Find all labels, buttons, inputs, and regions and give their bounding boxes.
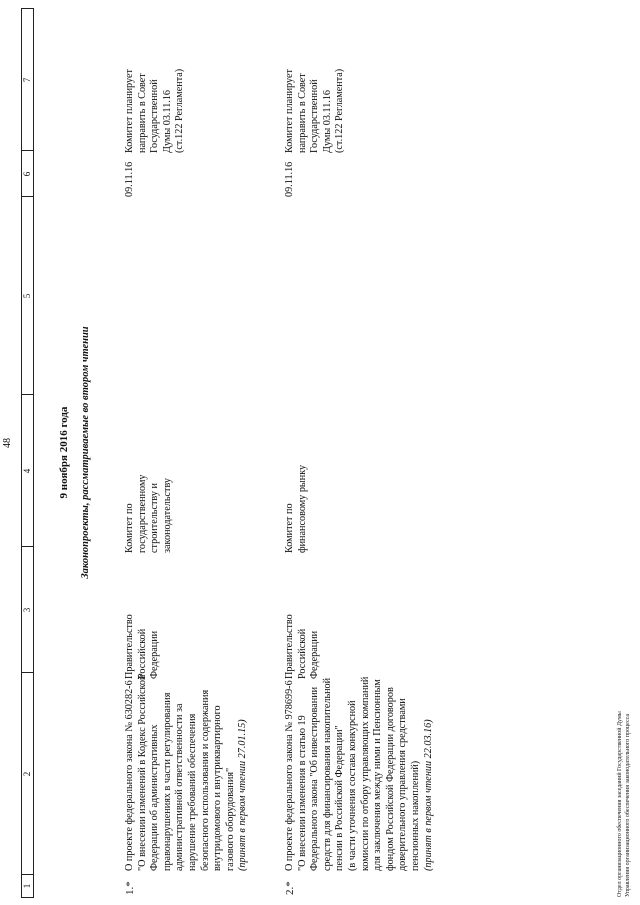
table-header xyxy=(21,8,34,898)
column-header-6: 6 xyxy=(22,171,32,177)
footer-note: Отдел организационного обеспечения заседаний Государственной Думы Управления организационного обеспечения законодательного процесса xyxy=(617,711,631,897)
bill-line: (в части уточнения состава конкурсной xyxy=(346,700,358,871)
column-header-2: 2 xyxy=(22,771,32,777)
committee-note: Комитет планирует направить в Совет Государственной Думы 03.11.16 (ст.122 Регламента) xyxy=(124,68,186,153)
committee-note: Комитет планирует направить в Совет Государственной Думы 03.11.16 (ст.122 Регламента) xyxy=(284,68,346,153)
responsible-committee: Комитет по государственному строительству и законодательству xyxy=(124,474,173,553)
bill-line: "О внесении изменения в статью 19 xyxy=(296,715,308,871)
column-header-4: 4 xyxy=(22,468,32,474)
bill-line: пенсионных накоплений) xyxy=(409,760,421,871)
page-number: 48 xyxy=(2,438,13,448)
review-date: 09.11.16 xyxy=(284,161,295,197)
bill-line: Федерального закона "Об инвестировании xyxy=(309,686,321,871)
row-number: 1.* xyxy=(124,881,136,895)
column-header-3: 3 xyxy=(22,607,32,613)
responsible-committee: Комитет по финансовому рынку xyxy=(284,464,308,553)
bill-line: правонарушениях в части регулирования xyxy=(161,692,173,871)
bill-line: для заключения между ними и Пенсионным xyxy=(372,679,384,871)
date-heading: 9 ноября 2016 года xyxy=(58,406,70,499)
column-header-1: 1 xyxy=(22,883,32,889)
column-header-5: 5 xyxy=(22,293,32,299)
bill-line: "О внесении изменений в Кодекс Российской xyxy=(136,674,148,871)
bill-line: безопасного использования и содержания xyxy=(199,689,211,871)
bill-line: административной ответственности за xyxy=(174,703,186,871)
bill-line: газового оборудования" xyxy=(224,767,236,871)
section-heading: Законопроекты, рассматриваемые во втором чтении xyxy=(80,326,91,579)
bill-line: средств для финансирования накопительной xyxy=(321,677,333,871)
bill-line: О проекте федерального закона № 630282-6 xyxy=(124,680,135,871)
bill-description xyxy=(284,677,435,871)
bill-author: Правительство Российской Федерации xyxy=(284,614,321,679)
bill-line: нарушение требований обеспечения xyxy=(186,713,198,871)
first-reading-note: (принят в первом чтении 27.01.15) xyxy=(237,719,249,871)
bill-line: пенсии в Российской Федерации" xyxy=(334,725,346,871)
bill-line: фондом Российской Федерации договоров xyxy=(384,687,396,871)
bill-line: О проекте федерального закона № 978699-6 xyxy=(284,680,295,871)
review-date: 09.11.16 xyxy=(124,161,135,197)
column-header-7: 7 xyxy=(22,77,32,83)
bill-line: комиссии по отбору управляющих компаний xyxy=(359,676,371,871)
first-reading-note: (принят в первом чтении 22.03.16) xyxy=(422,719,434,871)
bill-author: Правительство Российской Федерации xyxy=(124,614,161,679)
bill-description xyxy=(124,675,250,871)
row-number: 2.* xyxy=(284,881,296,895)
bill-line: внутридомового и внутриквартирного xyxy=(212,705,224,871)
bill-line: доверительного управления средствами xyxy=(397,698,409,871)
bill-line: Федерации об административных xyxy=(149,724,161,871)
